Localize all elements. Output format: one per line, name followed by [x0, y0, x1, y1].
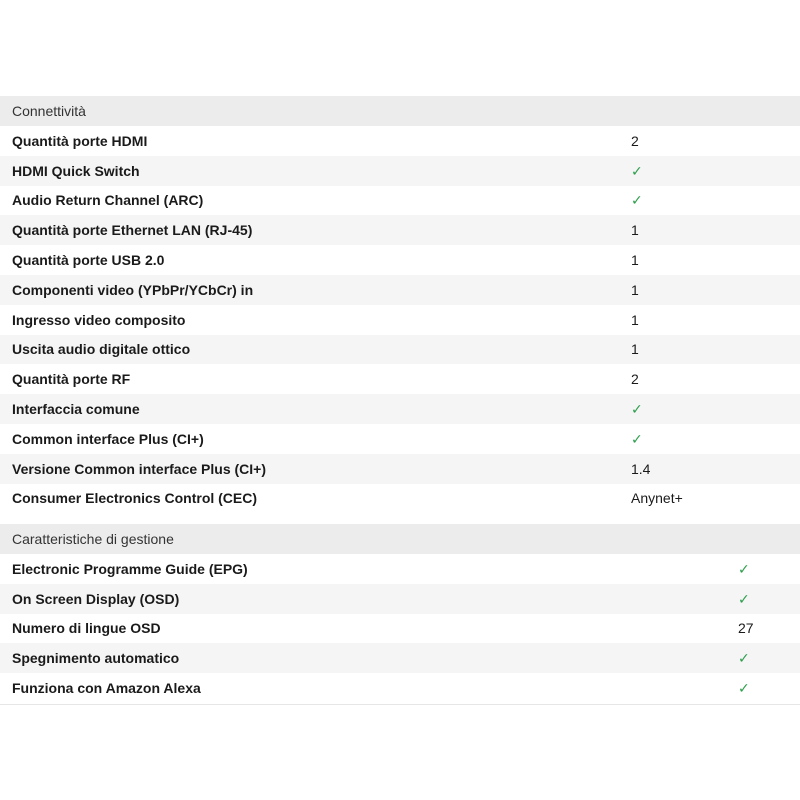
spec-row — [0, 584, 800, 614]
spec-value: 1 — [631, 252, 639, 269]
spec-label: Versione Common interface Plus (CI+) — [12, 460, 267, 477]
spec-row — [0, 245, 800, 275]
check-icon: ✓ — [631, 401, 643, 418]
spec-label: Funziona con Amazon Alexa — [12, 680, 201, 697]
spec-value: 1 — [631, 341, 639, 358]
spec-label: Ingresso video composito — [12, 311, 186, 328]
spec-label: Common interface Plus (CI+) — [12, 430, 204, 447]
spec-row — [0, 186, 800, 216]
check-icon: ✓ — [738, 590, 750, 607]
spec-value: 1 — [631, 222, 639, 239]
spec-label: Uscita audio digitale ottico — [12, 341, 191, 358]
spec-label: Spegnimento automatico — [12, 650, 180, 667]
spec-row — [0, 126, 800, 156]
spec-row — [0, 305, 800, 335]
spec-row — [0, 643, 800, 673]
check-icon: ✓ — [738, 650, 750, 667]
spec-label: Quantità porte USB 2.0 — [12, 252, 165, 269]
section-header — [0, 524, 800, 554]
section-title: Caratteristiche di gestione — [12, 531, 174, 547]
spec-row — [0, 364, 800, 394]
spec-rows — [0, 554, 800, 703]
check-icon: ✓ — [738, 560, 750, 577]
spec-label: Quantità porte Ethernet LAN (RJ-45) — [12, 222, 253, 239]
spec-row — [0, 554, 800, 584]
spec-row — [0, 424, 800, 454]
check-icon: ✓ — [631, 430, 643, 447]
spec-label: Componenti video (YPbPr/YCbCr) in — [12, 281, 254, 298]
section-header — [0, 96, 800, 126]
spec-label: Quantità porte RF — [12, 371, 131, 388]
spec-value: 1.4 — [631, 460, 651, 477]
spec-value: 27 — [738, 620, 754, 637]
check-icon: ✓ — [738, 680, 750, 697]
spec-label: Audio Return Channel (ARC) — [12, 192, 204, 209]
check-icon: ✓ — [631, 192, 643, 209]
spec-row — [0, 484, 800, 514]
table-bottom-divider — [0, 704, 800, 705]
check-icon: ✓ — [631, 162, 643, 179]
spec-row — [0, 156, 800, 186]
spec-row — [0, 673, 800, 703]
spec-row — [0, 275, 800, 305]
spec-row — [0, 215, 800, 245]
spec-row — [0, 454, 800, 484]
section-title: Connettività — [12, 103, 86, 119]
spec-label: Interfaccia comune — [12, 401, 140, 418]
spec-value: 1 — [631, 281, 639, 298]
spec-value: 2 — [631, 132, 639, 149]
spec-value: Anynet+ — [631, 490, 683, 507]
section-caratteristiche-gestione — [0, 524, 800, 703]
spec-rows — [0, 126, 800, 513]
spec-label: Electronic Programme Guide (EPG) — [12, 560, 248, 577]
spec-row — [0, 394, 800, 424]
spec-row — [0, 335, 800, 365]
spec-label: HDMI Quick Switch — [12, 162, 140, 179]
spec-label: On Screen Display (OSD) — [12, 590, 180, 607]
section-connettivita — [0, 96, 800, 513]
spec-label: Consumer Electronics Control (CEC) — [12, 490, 258, 507]
spec-row — [0, 614, 800, 644]
spec-label: Quantità porte HDMI — [12, 132, 148, 149]
spec-value: 1 — [631, 311, 639, 328]
spec-value: 2 — [631, 371, 639, 388]
spec-label: Numero di lingue OSD — [12, 620, 161, 637]
